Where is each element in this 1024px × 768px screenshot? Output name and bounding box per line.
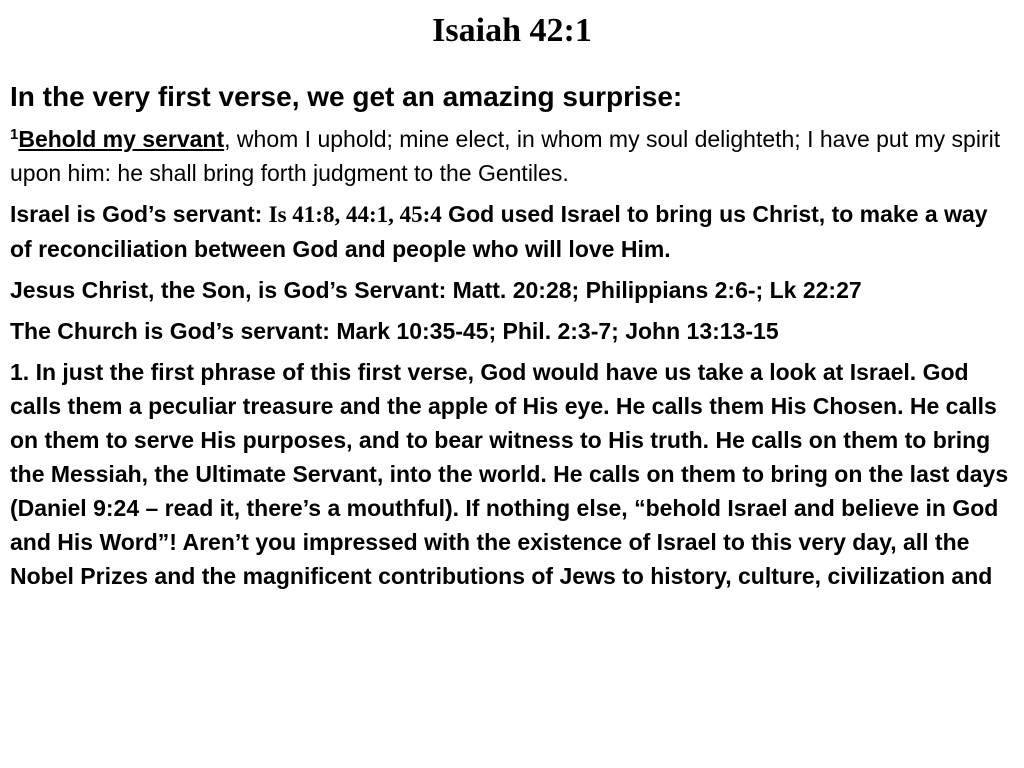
slide-title: Isaiah 42:1	[432, 12, 592, 49]
church-servant-paragraph: The Church is God’s servant: Mark 10:35-45; Phil. 2:3-7; John 13:13-15	[10, 318, 779, 344]
israel-servant-paragraph	[10, 197, 1014, 266]
israel-references: Is 41:8, 44:1, 45:4	[268, 202, 442, 227]
slide-body	[10, 78, 1014, 600]
jesus-servant-paragraph: Jesus Christ, the Son, is God’s Servant: Matt. 20:28; Philippians 2:6-; Lk 22:27	[10, 277, 862, 303]
intro-heading: In the very first verse, we get an amazing surprise:	[10, 81, 683, 112]
israel-lead: Israel is God’s servant:	[10, 201, 269, 227]
point-one-paragraph: 1. In just the first phrase of this first verse, God would have us take a look at Israel. God calls them a peculiar treasure and the apple of His eye. He calls them His Chosen. He calls on them to serve His purposes, and to bear witness to His truth. He calls on them to bring the Messiah, the Ultimate Servant, into the world. He calls on them to bring on the last days (Daniel 9:24 – read it, there’s a mouthful). If nothing else, “behold Israel and believe in God and His Word”! Aren’t you impressed with the existence of Israel to this very day, all the Nobel Prizes and the magnificent contributions of Jews to history, culture, civilization and	[10, 359, 1009, 589]
verse-number: 1	[10, 126, 19, 143]
verse-text	[10, 122, 1014, 190]
israel-rest: God used Israel to bring us Christ, to make a way of reconciliation between God and people who will love Him.	[10, 201, 988, 262]
verse-highlight: Behold my servant	[18, 126, 225, 152]
verse-rest: , whom I uphold; mine elect, in whom my soul delighteth; I have put my spirit upon him: he shall bring forth judgment to the Gentiles.	[10, 126, 1001, 186]
